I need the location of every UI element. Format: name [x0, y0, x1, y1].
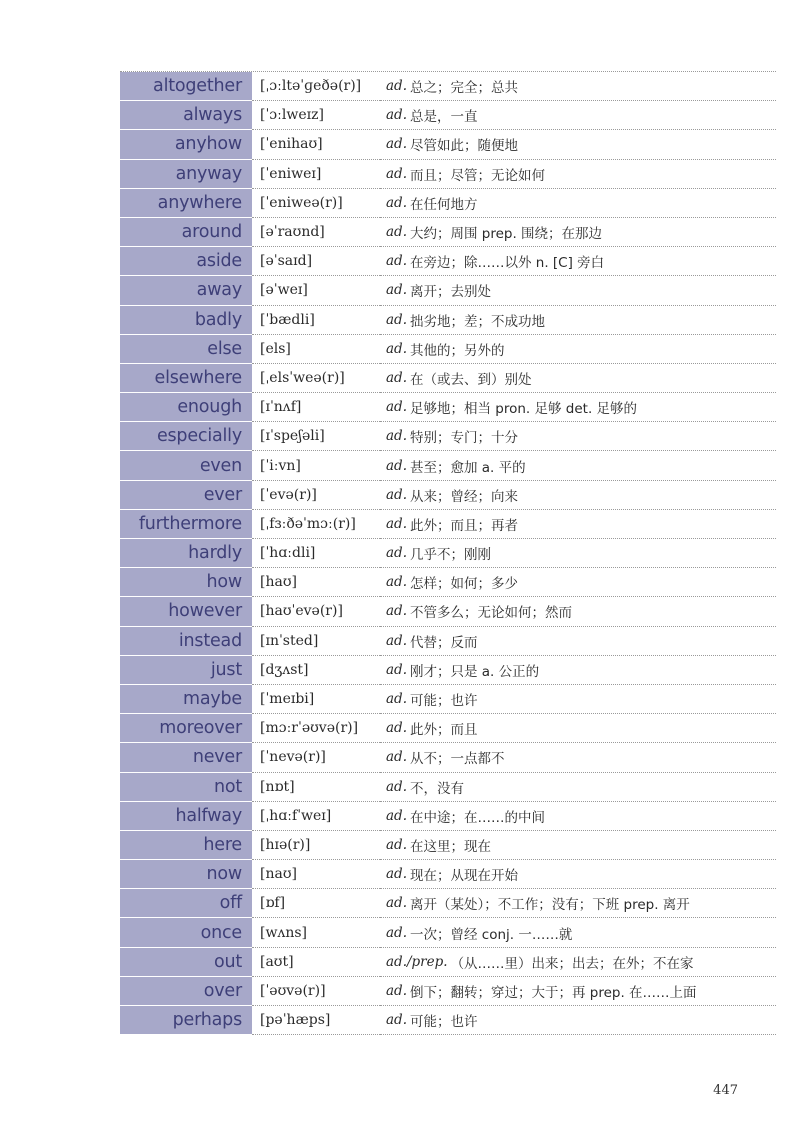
headword: perhaps	[120, 1006, 252, 1035]
meaning-text: 拙劣地；差；不成功地	[409, 313, 545, 330]
definition	[380, 218, 776, 247]
meaning-text: 可能；也许	[409, 693, 478, 710]
meaning-text: 此外；而且；再者	[409, 517, 518, 534]
headword: instead	[120, 627, 252, 656]
table-row	[120, 160, 776, 189]
part-of-speech: ad.	[386, 749, 407, 766]
definition	[380, 656, 776, 685]
meaning-text: 从来；曾经；向来	[409, 488, 518, 505]
part-of-speech: ad.	[386, 457, 407, 474]
part-of-speech: ad.	[386, 107, 407, 124]
definition	[380, 802, 776, 831]
table-row	[120, 656, 776, 685]
phonetic-transcription: [ɪˈnʌf]	[252, 393, 380, 422]
part-of-speech: ad.	[386, 136, 407, 153]
part-of-speech: ad.	[386, 691, 407, 708]
meaning-text: 离开（某处）；不工作；没有；下班 prep. 离开	[409, 897, 690, 914]
meaning-text: 现在；从现在开始	[409, 868, 518, 885]
part-of-speech: ad.	[386, 866, 407, 883]
table-row	[120, 393, 776, 422]
definition	[380, 568, 776, 597]
meaning-text: 离开；去别处	[409, 284, 491, 301]
headword: moreover	[120, 714, 252, 743]
table-row	[120, 189, 776, 218]
definition	[380, 597, 776, 626]
definition	[380, 1006, 776, 1035]
phonetic-transcription: [ˈevə(r)]	[252, 481, 380, 510]
headword: here	[120, 831, 252, 860]
meaning-text: 总是，一直	[409, 109, 478, 126]
headword: over	[120, 977, 252, 1006]
headword: maybe	[120, 685, 252, 714]
definition	[380, 451, 776, 480]
definition	[380, 130, 776, 159]
table-row	[120, 364, 776, 393]
phonetic-transcription: [els]	[252, 335, 380, 364]
definition	[380, 101, 776, 130]
headword: even	[120, 451, 252, 480]
definition	[380, 627, 776, 656]
phonetic-transcription: [ˈhɑːdli]	[252, 539, 380, 568]
phonetic-transcription: [ɒf]	[252, 889, 380, 918]
phonetic-transcription: [ˈeniweə(r)]	[252, 189, 380, 218]
headword: aside	[120, 247, 252, 276]
meaning-text: 在（或去、到）别处	[409, 371, 532, 388]
headword: just	[120, 656, 252, 685]
phonetic-transcription: [wʌns]	[252, 918, 380, 947]
table-row	[120, 422, 776, 451]
headword: hardly	[120, 539, 252, 568]
part-of-speech: ad.	[386, 78, 407, 95]
part-of-speech: ad.	[386, 194, 407, 211]
headword: now	[120, 860, 252, 889]
headword: badly	[120, 306, 252, 335]
part-of-speech: ad.	[386, 574, 407, 591]
part-of-speech: ad.	[386, 603, 407, 620]
definition	[380, 714, 776, 743]
phonetic-transcription: [ˈiːvn]	[252, 451, 380, 480]
headword: off	[120, 889, 252, 918]
definition	[380, 510, 776, 539]
phonetic-transcription: [ˌelsˈweə(r)]	[252, 364, 380, 393]
phonetic-transcription: [hɪə(r)]	[252, 831, 380, 860]
phonetic-transcription: [ɪˈspeʃəli]	[252, 422, 380, 451]
meaning-text: 而且；尽管；无论如何	[409, 167, 545, 184]
table-row	[120, 1006, 776, 1035]
table-row	[120, 218, 776, 247]
table-row	[120, 72, 776, 101]
table-row	[120, 568, 776, 597]
meaning-text: 大约；周围 prep. 围绕；在那边	[409, 226, 603, 243]
part-of-speech: ad.	[386, 807, 407, 824]
definition	[380, 72, 776, 101]
table-row	[120, 510, 776, 539]
definition	[380, 393, 776, 422]
part-of-speech: ad.	[386, 545, 407, 562]
definition	[380, 948, 776, 977]
part-of-speech: ad.	[386, 253, 407, 270]
definition	[380, 422, 776, 451]
meaning-text: 此外；而且	[409, 722, 478, 739]
headword: away	[120, 276, 252, 305]
part-of-speech: ad.	[386, 778, 407, 795]
definition	[380, 743, 776, 772]
table-row	[120, 247, 776, 276]
headword: especially	[120, 422, 252, 451]
phonetic-transcription: [ˈəʊvə(r)]	[252, 977, 380, 1006]
definition	[380, 160, 776, 189]
meaning-text: 代替；反而	[409, 634, 478, 651]
headword: always	[120, 101, 252, 130]
meaning-text: 在中途；在……的中间	[409, 809, 545, 826]
part-of-speech: ad.	[386, 1012, 407, 1029]
meaning-text: 特别；专门；十分	[409, 430, 518, 447]
phonetic-transcription: [ˌhɑːfˈweɪ]	[252, 802, 380, 831]
headword: anywhere	[120, 189, 252, 218]
part-of-speech: ad./prep.	[386, 953, 448, 970]
headword: ever	[120, 481, 252, 510]
part-of-speech: ad.	[386, 836, 407, 853]
part-of-speech: ad.	[386, 632, 407, 649]
phonetic-transcription: [ɪnˈsted]	[252, 627, 380, 656]
table-row	[120, 101, 776, 130]
definition	[380, 889, 776, 918]
table-row	[120, 539, 776, 568]
table-row	[120, 802, 776, 831]
phonetic-transcription: [nɒt]	[252, 773, 380, 802]
table-row	[120, 948, 776, 977]
part-of-speech: ad.	[386, 282, 407, 299]
headword: elsewhere	[120, 364, 252, 393]
meaning-text: 在这里；现在	[409, 838, 491, 855]
definition	[380, 189, 776, 218]
headword: enough	[120, 393, 252, 422]
table-row	[120, 977, 776, 1006]
table-row	[120, 831, 776, 860]
headword: how	[120, 568, 252, 597]
definition	[380, 335, 776, 364]
part-of-speech: ad.	[386, 720, 407, 737]
meaning-text: 一次；曾经 conj. 一……就	[409, 926, 573, 943]
part-of-speech: ad.	[386, 515, 407, 532]
part-of-speech: ad.	[386, 895, 407, 912]
definition	[380, 831, 776, 860]
table-row	[120, 597, 776, 626]
part-of-speech: ad.	[386, 661, 407, 678]
phonetic-transcription: [əˈsaɪd]	[252, 247, 380, 276]
definition	[380, 481, 776, 510]
part-of-speech: ad.	[386, 311, 407, 328]
headword: anyhow	[120, 130, 252, 159]
headword: once	[120, 918, 252, 947]
definition	[380, 364, 776, 393]
meaning-text: 不，没有	[409, 780, 464, 797]
meaning-text: 甚至；愈加 a. 平的	[409, 459, 526, 476]
part-of-speech: ad.	[386, 369, 407, 386]
headword: else	[120, 335, 252, 364]
vocabulary-table	[120, 72, 776, 1035]
definition	[380, 773, 776, 802]
definition	[380, 247, 776, 276]
part-of-speech: ad.	[386, 924, 407, 941]
meaning-text: 几乎不；刚刚	[409, 547, 491, 564]
headword: out	[120, 948, 252, 977]
definition	[380, 276, 776, 305]
definition	[380, 306, 776, 335]
headword: furthermore	[120, 510, 252, 539]
table-row	[120, 276, 776, 305]
part-of-speech: ad.	[386, 224, 407, 241]
table-row	[120, 685, 776, 714]
headword: altogether	[120, 72, 252, 101]
phonetic-transcription: [dʒʌst]	[252, 656, 380, 685]
headword: around	[120, 218, 252, 247]
table-row	[120, 627, 776, 656]
headword: halfway	[120, 802, 252, 831]
table-row	[120, 481, 776, 510]
headword: however	[120, 597, 252, 626]
phonetic-transcription: [haʊˈevə(r)]	[252, 597, 380, 626]
page-number: 447	[713, 1083, 738, 1098]
meaning-text: 其他的；另外的	[409, 342, 505, 359]
table-row	[120, 860, 776, 889]
phonetic-transcription: [ˈnevə(r)]	[252, 743, 380, 772]
phonetic-transcription: [əˈweɪ]	[252, 276, 380, 305]
definition	[380, 918, 776, 947]
part-of-speech: ad.	[386, 165, 407, 182]
definition	[380, 685, 776, 714]
table-row	[120, 889, 776, 918]
meaning-text: 总之；完全；总共	[409, 80, 518, 97]
table-row	[120, 773, 776, 802]
part-of-speech: ad.	[386, 982, 407, 999]
meaning-text: 从不；一点都不	[409, 751, 505, 768]
meaning-text: （从……里）出来；出去；在外；不在家	[450, 955, 694, 972]
phonetic-transcription: [pəˈhæps]	[252, 1006, 380, 1035]
phonetic-transcription: [ˌfɜːðəˈmɔː(r)]	[252, 510, 380, 539]
phonetic-transcription: [haʊ]	[252, 568, 380, 597]
phonetic-transcription: [əˈraʊnd]	[252, 218, 380, 247]
table-row	[120, 451, 776, 480]
meaning-text: 尽管如此；随便地	[409, 138, 518, 155]
meaning-text: 足够地；相当 pron. 足够 det. 足够的	[409, 401, 638, 418]
table-row	[120, 743, 776, 772]
meaning-text: 在任何地方	[409, 196, 478, 213]
part-of-speech: ad.	[386, 399, 407, 416]
phonetic-transcription: [aʊt]	[252, 948, 380, 977]
meaning-text: 刚才；只是 a. 公正的	[409, 663, 540, 680]
phonetic-transcription: [ˈbædli]	[252, 306, 380, 335]
part-of-speech: ad.	[386, 428, 407, 445]
meaning-text: 怎样；如何；多少	[409, 576, 518, 593]
part-of-speech: ad.	[386, 486, 407, 503]
table-row	[120, 130, 776, 159]
meaning-text: 在旁边；除……以外 n. [C] 旁白	[409, 255, 605, 272]
table-row	[120, 918, 776, 947]
meaning-text: 倒下；翻转；穿过；大于；再 prep. 在……上面	[409, 984, 697, 1001]
part-of-speech: ad.	[386, 340, 407, 357]
phonetic-transcription: [ˈɔːlweɪz]	[252, 101, 380, 130]
phonetic-transcription: [ˈeniweɪ]	[252, 160, 380, 189]
definition	[380, 539, 776, 568]
table-row	[120, 306, 776, 335]
table-row	[120, 335, 776, 364]
headword: not	[120, 773, 252, 802]
headword: anyway	[120, 160, 252, 189]
meaning-text: 不管多么；无论如何；然而	[409, 605, 572, 622]
meaning-text: 可能；也许	[409, 1014, 478, 1031]
phonetic-transcription: [ˈenihaʊ]	[252, 130, 380, 159]
definition	[380, 860, 776, 889]
table-row	[120, 714, 776, 743]
phonetic-transcription: [mɔːrˈəʊvə(r)]	[252, 714, 380, 743]
phonetic-transcription: [ˈmeɪbi]	[252, 685, 380, 714]
headword: never	[120, 743, 252, 772]
phonetic-transcription: [ˌɔːltəˈɡeðə(r)]	[252, 72, 380, 101]
definition	[380, 977, 776, 1006]
phonetic-transcription: [naʊ]	[252, 860, 380, 889]
